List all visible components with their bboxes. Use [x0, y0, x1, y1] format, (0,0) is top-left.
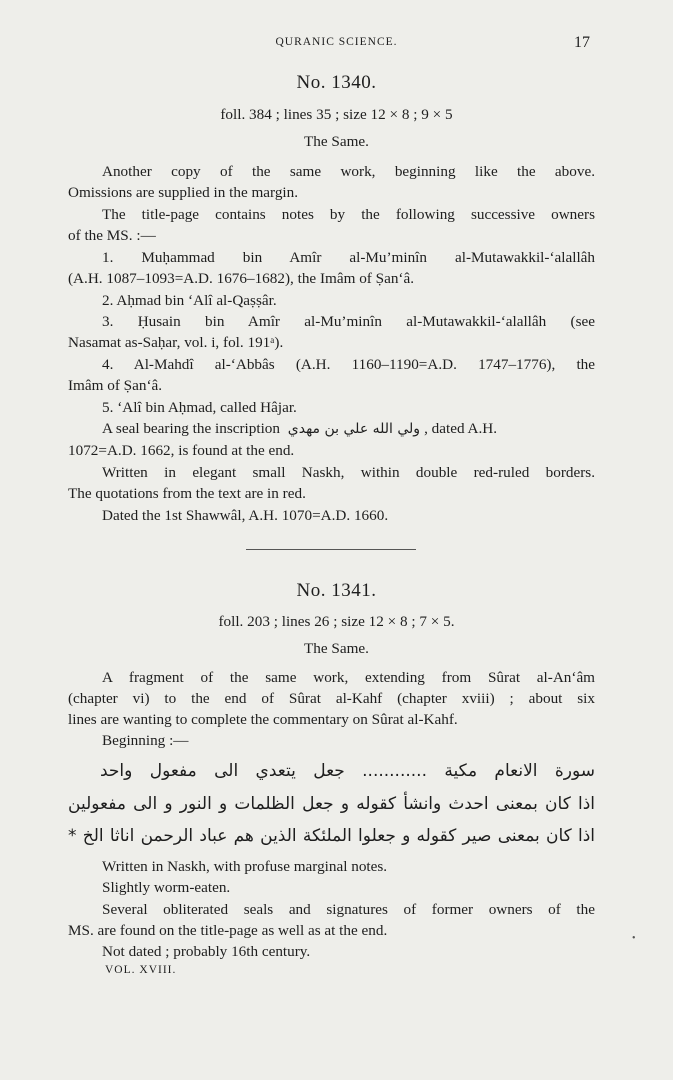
- owner-5-line: 5. ‘Alî bin Aḥmad, called Hâjar.: [102, 399, 297, 416]
- seal-text: A seal bearing the inscription: [102, 420, 280, 437]
- owner-1-line: (A.H. 1087–1093=A.D. 1676–1682), the Imâm of Ṣan‘â.: [68, 270, 415, 287]
- owner-3-line: 3. Ḥusain bin Amîr al-Mu’minîn al-Mutawakkil-‘alallâh (see: [102, 313, 595, 330]
- note-line: Several obliterated seals and signatures of former owners of the: [102, 901, 595, 918]
- arabic-incipit-line: سورة الانعام مكية ............ جعل يتعدي الى مفعول واحد: [100, 761, 595, 781]
- seal-arabic-inscription: ولي الله علي بن مهدي: [287, 421, 421, 437]
- volume-signature: VOL. XVIII.: [105, 964, 177, 976]
- owner-3-line: Nasamat as-Saḥar, vol. i, fol. 191ᵃ).: [68, 334, 284, 351]
- seal-text: , dated A.H.: [424, 420, 498, 437]
- owner-2-line: 2. Aḥmad bin ‘Alî al-Qaṣṣâr.: [102, 292, 277, 309]
- margin-speck: •: [632, 933, 636, 944]
- owner-4-line: 4. Al-Mahdî al-‘Abbâs (A.H. 1160–1190=A.D. 1747–1776), the: [102, 356, 595, 373]
- entry-1340-description-line: Omissions are supplied in the margin.: [68, 184, 299, 201]
- entry-1341-description-line: lines are wanting to complete the commentary on Sûrat al-Kahf.: [68, 711, 458, 728]
- note-line: MS. are found on the title-page as well as at the end.: [68, 922, 388, 939]
- entry-1341-collation: foll. 203 ; lines 26 ; size 12 × 8 ; 7 × 5.: [218, 613, 455, 630]
- entry-1340-description-line: of the MS. :—: [68, 227, 156, 244]
- entry-1340-collation: foll. 384 ; lines 35 ; size 12 × 8 ; 9 × 5: [220, 106, 453, 123]
- beginning-label: Beginning :—: [102, 732, 189, 749]
- arabic-incipit-line: اذا كان بمعنى صير كقوله و جعلوا الملئكة الذين هم عباد الرحمن اناثا الخ *: [68, 826, 595, 846]
- entry-1340-description-line: The title-page contains notes by the following successive owners: [102, 206, 595, 223]
- section-divider: [246, 549, 416, 550]
- page-number: 17: [574, 34, 590, 51]
- entry-1340-description-line: Another copy of the same work, beginning like the above.: [102, 163, 595, 180]
- owner-1-line: 1. Muḥammad bin Amîr al-Mu’minîn al-Mutawakkil-‘alallâh: [102, 249, 595, 266]
- entry-1340-title: The Same.: [304, 133, 369, 150]
- note-line: Written in Naskh, with profuse marginal notes.: [102, 858, 388, 875]
- note-line: Slightly worm-eaten.: [102, 879, 231, 896]
- entry-1341-title: The Same.: [304, 640, 369, 657]
- owner-4-line: Imâm of Ṣan‘â.: [68, 377, 163, 394]
- entry-1340-number: No. 1340.: [296, 72, 377, 93]
- note-line: Not dated ; probably 16th century.: [102, 943, 311, 960]
- running-title: QURANIC SCIENCE.: [275, 36, 398, 48]
- entry-1341-description-line: A fragment of the same work, extending from Sûrat al-An‘âm: [102, 669, 595, 686]
- date-line: Dated the 1st Shawwâl, A.H. 1070=A.D. 1660.: [102, 507, 389, 524]
- script-line: The quotations from the text are in red.: [68, 485, 306, 502]
- entry-1341-description-line: (chapter vi) to the end of Sûrat al-Kahf (chapter xviii) ; about six: [68, 690, 595, 707]
- script-line: Written in elegant small Naskh, within double red-ruled borders.: [102, 464, 595, 481]
- seal-line: 1072=A.D. 1662, is found at the end.: [68, 442, 295, 459]
- arabic-incipit-line: اذا كان بمعنى احدث وانشأ كقوله و جعل الظلمات و النور و الى مفعولين: [68, 794, 595, 814]
- seal-line: [68, 418, 595, 440]
- entry-1341-number: No. 1341.: [296, 580, 377, 601]
